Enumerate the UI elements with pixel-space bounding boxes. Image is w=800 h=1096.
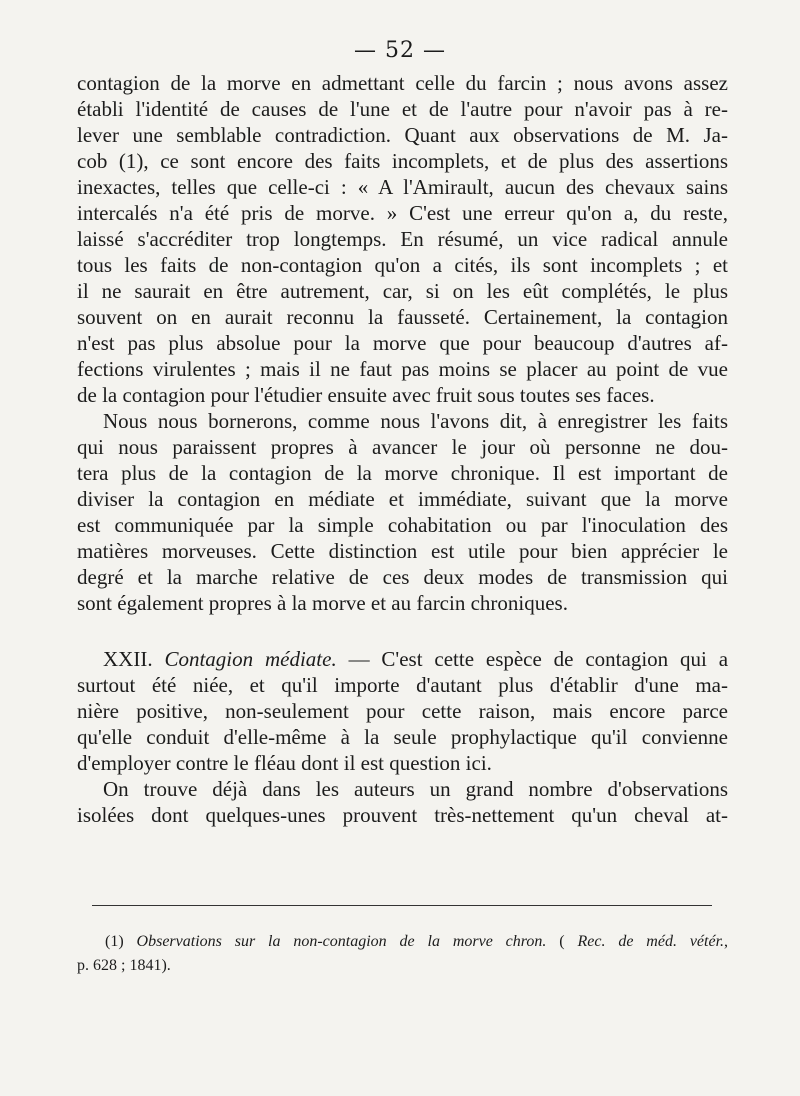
footnote — [77, 930, 728, 978]
text-line: souvent on en aurait reconnu la fausseté. Certainement, la contagion — [77, 305, 728, 329]
text-line: matières morveuses. Cette distinction est utile pour bien apprécier le — [77, 539, 728, 563]
text-line: sont également propres à la morve et au farcin chroniques. — [77, 591, 568, 615]
text-line: isolées dont quelques-unes prouvent très-nettement qu'un cheval at- — [77, 803, 728, 827]
section-number: XXII. — [103, 647, 153, 671]
section-xxii — [77, 646, 728, 776]
footnote-paren: ( — [559, 933, 565, 950]
text-line: est communiquée par la simple cohabitation ou par l'inoculation des — [77, 513, 728, 537]
footnote-source: Rec. de méd. vétér. — [577, 933, 725, 950]
text-line: — C'est cette espèce de contagion qui a — [348, 647, 729, 671]
text-line: cob (1), ce sont encore des faits incomplets, et de plus des assertions — [77, 149, 728, 173]
text-line: On trouve déjà dans les auteurs un grand nombre d'observations — [103, 777, 728, 801]
text-line: surtout été niée, et qu'il importe d'autant plus d'établir d'une ma- — [77, 673, 728, 697]
text-line: n'est pas plus absolue pour la morve que pour beaucoup d'autres af- — [77, 331, 728, 355]
text-line: qu'elle conduit d'elle-même à la seule prophylactique qu'il convienne — [77, 725, 728, 749]
paragraph-2 — [77, 408, 728, 616]
text-line: laissé s'accréditer trop longtemps. En résumé, un vice radical annule — [77, 227, 728, 251]
body-text — [77, 70, 728, 828]
footnote-marker: (1) — [105, 933, 124, 950]
text-line: qui nous paraissent propres à avancer le jour où personne ne dou- — [77, 435, 728, 459]
footnote-rule — [92, 905, 712, 906]
paragraph-1 — [77, 70, 728, 408]
footnote-line-2: p. 628 ; 1841). — [77, 957, 171, 974]
text-line: tera plus de la contagion de la morve chronique. Il est important de — [77, 461, 728, 485]
footnote-line — [77, 930, 728, 954]
footnote-title: Observations sur la non-contagion de la morve chron. — [136, 933, 547, 950]
section-title: Contagion médiate. — [164, 647, 337, 671]
text-line: fections virulentes ; mais il ne faut pas moins se placer au point de vue — [77, 357, 728, 381]
text-line: établi l'identité de causes de l'une et de l'autre pour n'avoir pas à re- — [77, 97, 728, 121]
section-heading-line — [77, 646, 728, 672]
text-line: degré et la marche relative de ces deux modes de transmission qui — [77, 565, 728, 589]
paragraph-4 — [77, 776, 728, 828]
text-line: tous les faits de non-contagion qu'on a cités, ils sont incomplets ; et — [77, 253, 728, 277]
text-line: lever une semblable contradiction. Quant aux observations de M. Ja- — [77, 123, 728, 147]
page-number: — 52 — — [354, 38, 446, 63]
text-line: Nous nous bornerons, comme nous l'avons dit, à enregistrer les faits — [103, 409, 728, 433]
text-line: d'employer contre le fléau dont il est question ici. — [77, 751, 492, 775]
text-line: diviser la contagion en médiate et immédiate, suivant que la morve — [77, 487, 728, 511]
text-line: de la contagion pour l'étudier ensuite avec fruit sous toutes ses faces. — [77, 383, 655, 407]
text-line: intercalés n'a été pris de morve. » C'est une erreur qu'on a, du reste, — [77, 201, 728, 225]
text-line: nière positive, non-seulement pour cette raison, mais encore parce — [77, 699, 728, 723]
text-line: contagion de la morve en admettant celle du farcin ; nous avons assez — [77, 71, 728, 95]
text-line: inexactes, telles que celle-ci : « A l'Amirault, aucun des chevaux sains — [77, 175, 728, 199]
footnote-comma: , — [724, 933, 729, 950]
text-line: il ne saurait en être autrement, car, si on les eût complétés, le plus — [77, 279, 728, 303]
